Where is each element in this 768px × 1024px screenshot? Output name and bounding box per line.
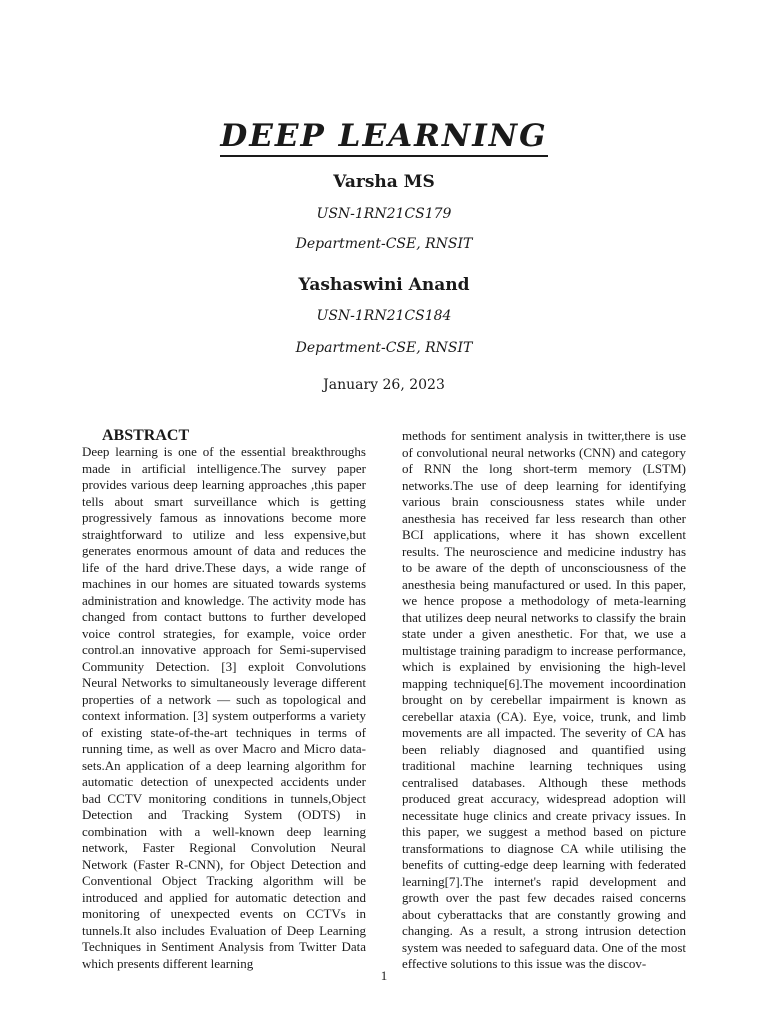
author-department-2: Department-CSE, RNSIT [295, 340, 473, 356]
abstract-text-left: Deep learning is one of the essential breakthroughs made in artificial intelligence.The survey paper provides various deep learning approaches ,this paper tells about smart surveillance which is getting progressively famous as innovations become more straightforward to utilize and less expensive,but generates enormous amount of data and reduces the life of the hard drive.These days, a wide range of machines in our homes are situated towards systems administration and knowledge. The activity mode has changed from contact buttons to further developed voice control strategies, for example, voice order control.an innovative approach for Semi-supervised Community Detection. [3] exploit Convolutions Neural Networks to simultaneously leverage different properties of a network — such as topological and context information. [3] system outperforms a variety of existing state-of-the-art techniques in terms of running time, as well as over Macro and Micro data-sets.An application of a deep learning algorithm for automatic detection of unexpected accidents under bad CCTV monitoring conditions in tunnels,Object Detection and Tracking System (ODTS) in combination with a well-known deep learning network, Faster Regional Convolution Neural Network (Faster R-CNN), for Object Detection and Conventional Object Tracking algorithm will be introduced and applied for automatic detection and monitoring of unexpected events on CCTVs in tunnels.It also includes Evaluation of Deep Learning Techniques in Sentiment Analysis from Twitter Data which presents different learning [82, 444, 366, 971]
author-usn-1: USN-1RN21CS179 [316, 206, 452, 222]
author-department-1: Department-CSE, RNSIT [295, 236, 473, 252]
paper-title: DEEP LEARNING [0, 118, 768, 154]
publication-date: January 26, 2023 [323, 377, 445, 393]
left-column [82, 428, 366, 972]
right-column [402, 428, 686, 973]
abstract-text-right: methods for sentiment analysis in twitter,there is use of convolutional neural networks (CNN) and category of RNN the long short-term memory (LSTM) networks.The use of deep learning for identifying various brain consciousness states while under anesthesia has received far less research than other BCI applications, where it has shown excellent results. The neuroscience and medicine industry has to be aware of the depth of unconsciousness of the anesthesia being manufactured or used. In this paper, we hence propose a methodology of meta-learning that utilizes deep neural networks to classify the brain state under a given anesthetic. For that, we use a multistage training paradigm to increase performance, which is explained by envisioning the high-level mapping technique[6].The movement incoordination brought on by cerebellar impairment is known as cerebellar ataxia (CA). Eye, voice, trunk, and limb movements are all impacted. The severity of CA has been reliably diagnosed and quantified using traditional machine learning techniques using centralised databases. Although these methods produced great accuracy, widespread adoption will necessitate huge clinics and create privacy issues. In this paper, we suggest a method based on picture transformations to diagnose CA while utilising the benefits of cutting-edge deep learning with federated learning[7].The internet's rapid development and growth over the past few decades raised concerns about cyberattacks that are constantly growing and changing. As a result, a strong intrusion detection system was needed to safeguard data. One of the most effective solutions to this issue was the discov- [402, 428, 686, 971]
author-usn-2: USN-1RN21CS184 [316, 308, 452, 324]
abstract-heading: ABSTRACT [102, 427, 190, 444]
page-number: 1 [380, 968, 388, 983]
author-name-2: Yashaswini Anand [298, 275, 470, 295]
author-name-1: Varsha MS [333, 172, 435, 192]
